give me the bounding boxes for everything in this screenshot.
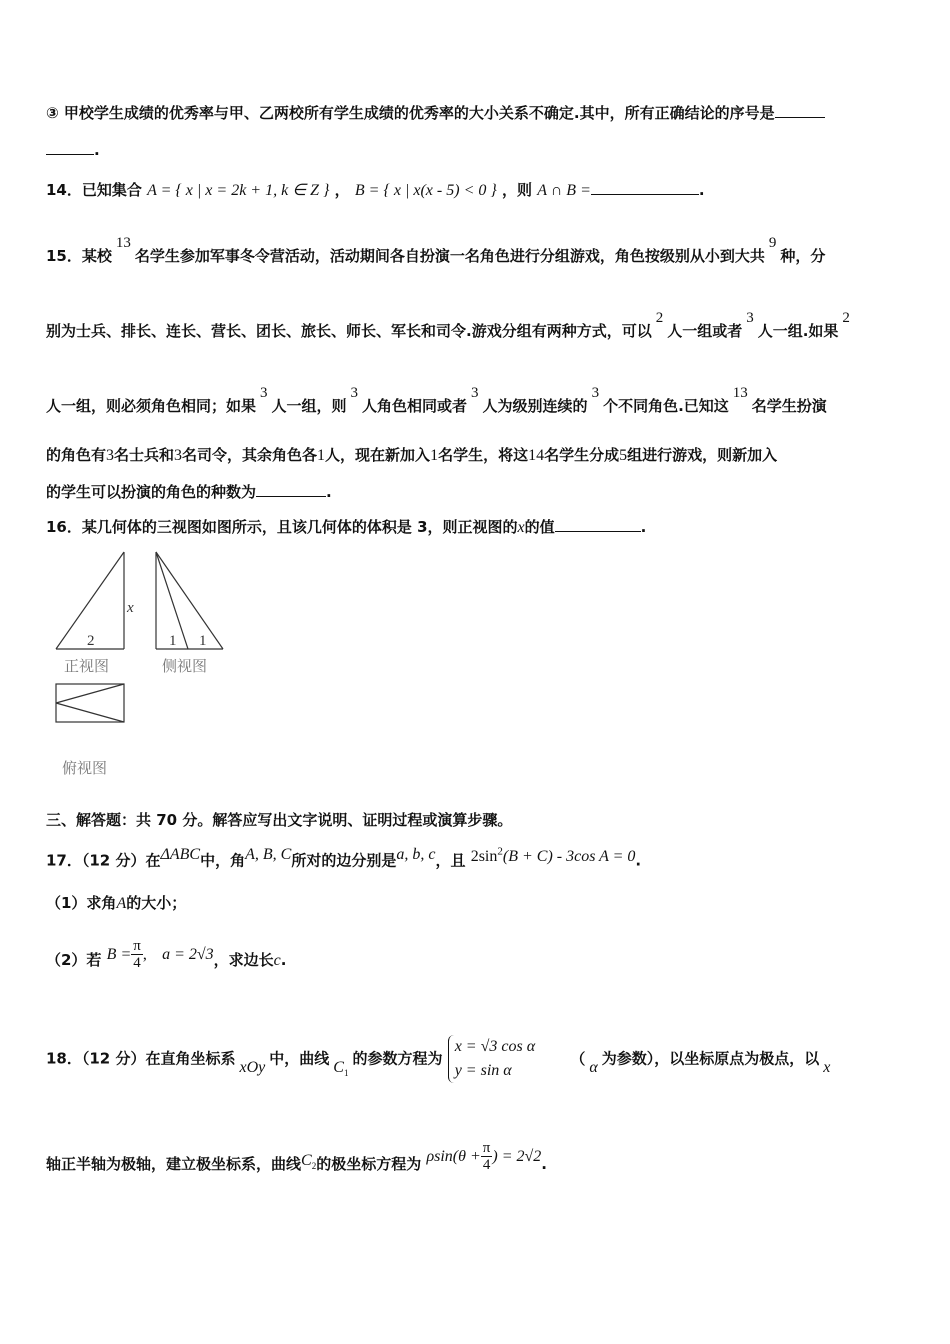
parametric-system: x = √3 cos α y = sin α [448,1035,535,1083]
side-left-label: 1 [169,633,177,649]
question-15-line-4: 的角色有3名士兵和3名司令，其余角色各1人，现在新加入1名学生，将这14名学生分成5组进行游戏，则新加入 [46,446,778,464]
question-17-part-2: （2）若 B = $\frac{\pi}{4}$ , a = 2√3，求边长c. [46,938,287,971]
answer-blank[interactable] [46,140,94,155]
answer-blank[interactable] [591,180,699,195]
top-view-caption: 俯视图 [62,759,108,777]
question-15-line-2: 别为士兵、排长、连长、营长、团长、旅长、师长、军长和司令.游戏分组有两种方式，可以2人一组或者3人一组.如果2 [46,310,850,340]
q13-line-2: . [46,140,100,160]
set-b: B = { x | x(x - 5) < 0 } [354,182,497,199]
question-17-part-1: （1）求角A的大小； [46,894,187,912]
set-a: A = { x | x = 2k + 1, k ∈ Z } [147,182,330,199]
answer-blank[interactable] [775,103,825,118]
question-15-line-3: 人一组，则必须角色相同；如果3人一组，则3人角色相同或者3人为级别连续的3个不同角色.已知这13名学生扮演 [46,385,827,415]
side-view-caption: 侧视图 [162,657,208,675]
front-base-label: 2 [87,633,95,649]
question-14: 14．已知集合 A = { x | x = 2k + 1, k ∈ Z } ， B = { x | x(x - 5) < 0 } ，则 A ∩ B = . [46,181,705,199]
question-17: 17．（12 分）在ΔABC中，角A, B, C所对的边分别是a, b, c，且 $2\sin^2(B + C) - 3\cos$ A = 0. [46,846,642,870]
side-view [156,552,223,649]
question-16: 16．某几何体的三视图如图所示，且该几何体的体积是 3，则正视图的x的值 . [46,518,647,536]
q13-line: ③ 甲校学生成绩的优秀率与甲、乙两校所有学生成绩的优秀率的大小关系不确定.其中，所有正确结论的序号是 [46,103,825,123]
side-right-label: 1 [199,633,207,649]
front-view-caption: 正视图 [64,657,110,675]
answer-blank[interactable] [555,517,641,532]
question-15-line-1: 15．某校13名学生参加军事冬令营活动，活动期间各自扮演一名角色进行分组游戏，角色按级别从小到大共9种，分 [46,235,826,265]
top-view [56,684,124,722]
question-18-line-2: 轴正半轴为极轴，建立极坐标系，曲线$C_2$的极坐标方程为 ρsin(θ + $\frac{\pi}{4}$ ) = 2√2. [46,1140,547,1173]
front-height-label: x [127,600,134,616]
question-18-line-1: 18．（12 分）在直角坐标系 xOy 中，曲线 $C_1$的参数方程为 x = √3 cos α y = sin α （ α 为参数），以坐标原点为极点，以 x [46,1035,834,1083]
question-15-line-5: 的学生可以扮演的角色的种数为 . [46,483,332,501]
answer-blank[interactable] [256,482,326,497]
three-views-figure [50,548,250,758]
section-heading: 三、解答题：共 70 分。解答应写出文字说明、证明过程或演算步骤。 [46,811,513,829]
